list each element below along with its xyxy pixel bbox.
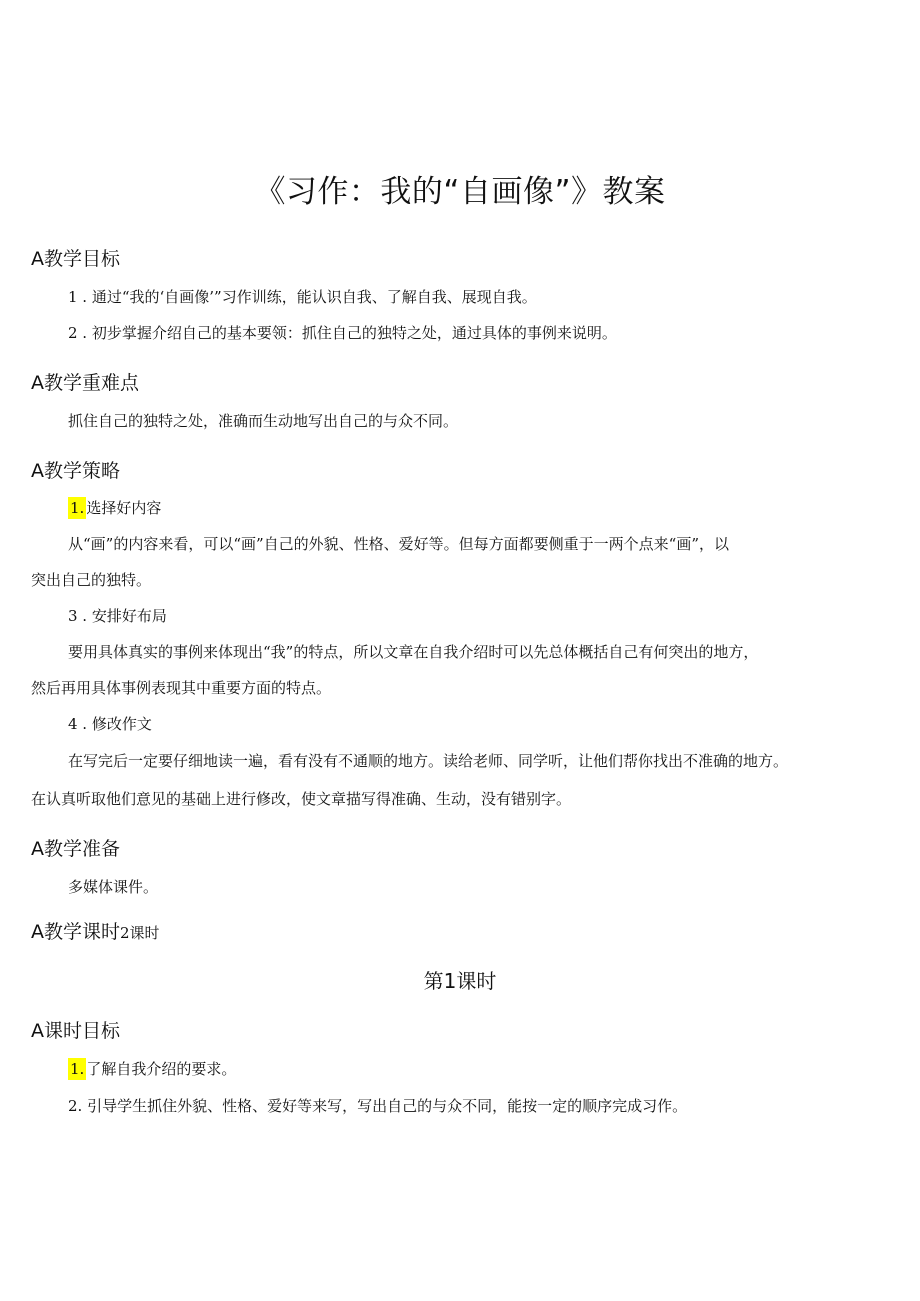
lesson-goal-item-2: 2. 引导学生抓住外貌、性格、爱好等来写，写出自己的与众不同，能按一定的顺序完成习作。 bbox=[68, 1097, 688, 1115]
strategy-item-4-text-line-1: 在写完后一定要仔细地读一遍，看有没有不通顺的地方。读给老师、同学听，让他们帮你找出不准确的地方。 bbox=[68, 752, 789, 770]
strategy-item-1-text-line-1: 从“画”的内容来看，可以“画”自己的外貌、性格、爱好等。但每方面都要侧重于一两个点来“画”，以 bbox=[68, 535, 730, 553]
section-heading-lesson-goals: A课时目标 bbox=[31, 1020, 120, 1042]
strategy-item-3-text-line-2: 然后再用具体事例表现其中重要方面的特点。 bbox=[31, 679, 332, 697]
strategy-item-4-text-line-2: 在认真听取他们意见的基础上进行修改，使文章描写得准确、生动，没有错别字。 bbox=[31, 790, 572, 808]
lesson-1-title bbox=[0, 967, 920, 995]
teaching-hours-value: 2课时 bbox=[120, 924, 160, 942]
lesson-goal-item-1 bbox=[68, 1058, 236, 1080]
highlighted-number: 1. bbox=[70, 1060, 85, 1078]
strategy-item-1-label: 选择好内容 bbox=[86, 499, 162, 517]
key-points-text: 抓住自己的独特之处，准确而生动地写出自己的与众不同。 bbox=[68, 412, 459, 430]
section-heading-teaching-goals: A教学目标 bbox=[31, 248, 120, 270]
preparation-text: 多媒体课件。 bbox=[68, 878, 159, 896]
section-heading-teaching-strategy: A教学策略 bbox=[31, 460, 120, 482]
strategy-item-4-heading: 4 . 修改作文 bbox=[68, 715, 152, 733]
lesson-goal-item-1-text: 了解自我介绍的要求。 bbox=[86, 1060, 237, 1078]
goal-item-1: 1 . 通过“我的‘自画像’”习作训练，能认识自我、了解自我、展现自我。 bbox=[68, 288, 537, 306]
highlighted-number: 1. bbox=[70, 499, 85, 517]
goal-item-2: 2 . 初步掌握介绍自己的基本要领：抓住自己的独特之处，通过具体的事例来说明。 bbox=[68, 324, 617, 342]
document-title: 《习作：我的“自画像”》教案 bbox=[254, 174, 666, 210]
strategy-item-1-heading bbox=[68, 497, 161, 519]
lesson-title-prefix: 第 bbox=[423, 969, 444, 993]
strategy-item-3-text-line-1: 要用具体真实的事例来体现出“我”的特点，所以文章在自我介绍时可以先总体概括自己有何突出的地方， bbox=[68, 643, 759, 661]
strategy-item-3-heading: 3 . 安排好布局 bbox=[68, 607, 167, 625]
strategy-item-1-text-line-2: 突出自己的独特。 bbox=[31, 571, 152, 589]
section-heading-teaching-hours bbox=[31, 919, 160, 946]
section-heading-teaching-preparation: A教学准备 bbox=[31, 838, 120, 860]
lesson-title-suffix: 课时 bbox=[456, 969, 497, 993]
teaching-hours-label: A教学课时 bbox=[31, 921, 120, 943]
lesson-title-number: 1 bbox=[443, 969, 457, 993]
section-heading-key-points: A教学重难点 bbox=[31, 372, 139, 394]
